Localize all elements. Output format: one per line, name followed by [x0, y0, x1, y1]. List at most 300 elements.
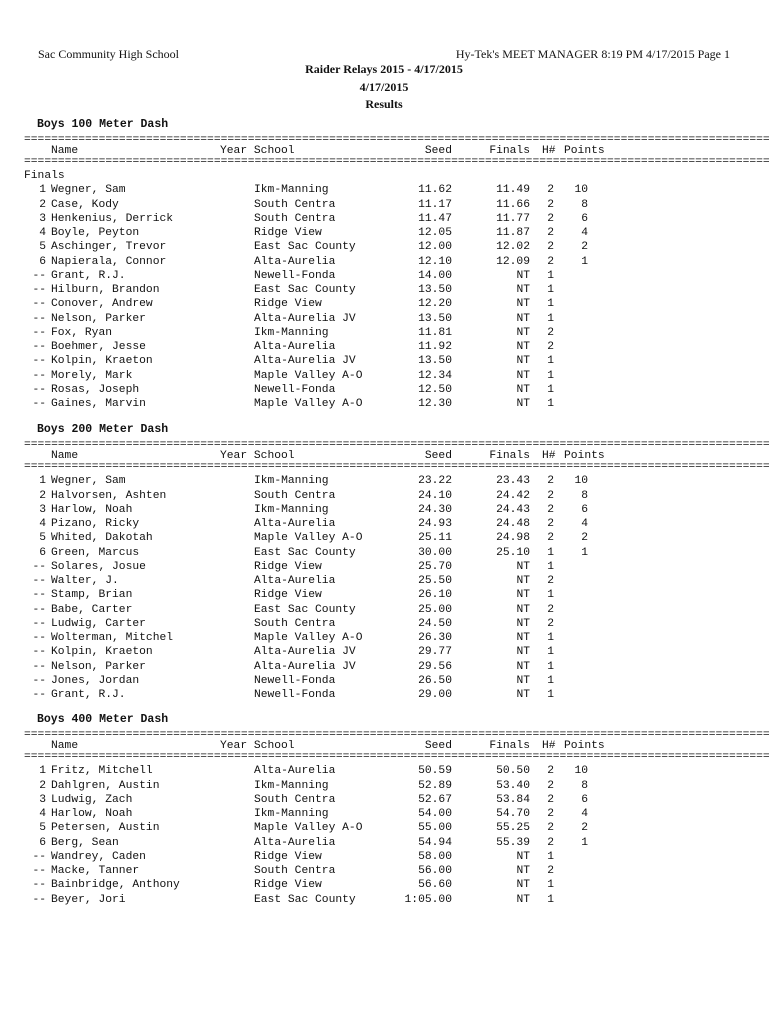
result-row — [24, 836, 624, 850]
result-row — [24, 354, 624, 368]
school: East Sac County — [254, 284, 356, 296]
place: -- — [32, 603, 46, 616]
school: Alta-Aurelia JV — [254, 355, 356, 368]
school: Ridge View — [254, 589, 322, 602]
place: -- — [32, 674, 46, 687]
heat-number: 2 — [547, 865, 554, 877]
place: -- — [32, 326, 46, 339]
school: Alta-Aurelia — [254, 341, 336, 353]
result-row — [24, 793, 624, 807]
place: -- — [32, 560, 46, 573]
result-row — [24, 517, 624, 531]
place: -- — [32, 689, 46, 701]
seed-time: 29.56 — [418, 660, 452, 673]
rule-line: ============================================================================================================== — [24, 729, 770, 741]
result-row — [24, 326, 624, 340]
seed-time: 24.93 — [418, 518, 452, 530]
points: 10 — [574, 475, 588, 488]
finals-time: 11.49 — [496, 184, 530, 197]
athlete-name: Conover, Andrew — [51, 298, 153, 311]
heat-number: 2 — [547, 326, 554, 339]
result-row — [24, 212, 624, 226]
column-points: Points — [564, 740, 605, 752]
school: Newell-Fonda — [254, 674, 336, 687]
athlete-name: Gaines, Marvin — [51, 398, 146, 410]
finals-time: NT — [516, 298, 530, 311]
finals-time: 55.25 — [496, 822, 530, 835]
athlete-name: Kolpin, Kraeton — [51, 646, 153, 659]
athlete-name: Wandrey, Caden — [51, 850, 146, 863]
place: 5 — [39, 532, 46, 545]
event-title: Boys 200 Meter Dash — [37, 423, 169, 436]
athlete-name: Rosas, Joseph — [51, 383, 140, 396]
heat-number: 2 — [547, 489, 554, 502]
seed-time: 56.60 — [418, 879, 452, 892]
result-row — [24, 603, 624, 617]
result-row — [24, 688, 624, 702]
school: Ridge View — [254, 227, 322, 239]
column-seed: Seed — [424, 740, 452, 752]
heat-number: 2 — [547, 836, 554, 849]
school: Newell-Fonda — [254, 383, 336, 396]
seed-time: 29.00 — [418, 689, 452, 701]
heat-number: 1 — [547, 383, 554, 396]
column-name: Name — [51, 740, 79, 752]
school: East Sac County — [254, 241, 356, 254]
result-row — [24, 198, 624, 212]
seed-time: 24.10 — [418, 489, 452, 502]
heat-number: 2 — [547, 532, 554, 545]
school: Maple Valley A-O — [254, 632, 363, 644]
school: Ikm-Manning — [254, 326, 329, 339]
seed-time: 29.77 — [418, 646, 452, 659]
place: 3 — [39, 793, 46, 806]
athlete-name: Macke, Tanner — [51, 865, 140, 877]
rule-line: ============================================================================================================== — [24, 751, 770, 763]
finals-time: 12.02 — [496, 241, 530, 254]
athlete-name: Hilburn, Brandon — [51, 284, 160, 296]
column-seed: Seed — [424, 145, 452, 157]
finals-time: NT — [516, 879, 530, 892]
finals-time: 24.48 — [496, 518, 530, 530]
seed-time: 50.59 — [418, 765, 452, 778]
school: Maple Valley A-O — [254, 398, 363, 410]
heat-number: 2 — [547, 198, 554, 211]
result-row — [24, 283, 624, 297]
seed-time: 1:05.00 — [404, 893, 452, 906]
school: South Centra — [254, 198, 336, 211]
heat-number: 1 — [547, 284, 554, 296]
finals-time: 11.66 — [496, 198, 530, 211]
athlete-name: Morely, Mark — [51, 369, 133, 382]
athlete-name: Pizano, Ricky — [51, 518, 140, 530]
software-stamp: Hy-Tek's MEET MANAGER 8:19 PM 4/17/2015 Page 1 — [455, 47, 730, 61]
place: -- — [32, 879, 46, 892]
heat-number: 1 — [547, 850, 554, 863]
finals-time: 24.42 — [496, 489, 530, 502]
finals-time: NT — [516, 341, 530, 353]
finals-time: NT — [516, 865, 530, 877]
place: -- — [32, 383, 46, 396]
athlete-name: Harlow, Noah — [51, 808, 133, 820]
athlete-name: Nelson, Parker — [51, 660, 146, 673]
athlete-name: Napierala, Connor — [51, 255, 167, 268]
finals-time: 11.87 — [496, 227, 530, 239]
result-row — [24, 546, 624, 560]
school: Alta-Aurelia — [254, 518, 336, 530]
points: 4 — [581, 227, 588, 239]
athlete-name: Harlow, Noah — [51, 503, 133, 516]
school: Maple Valley A-O — [254, 369, 363, 382]
seed-time: 13.50 — [418, 355, 452, 368]
seed-time: 54.00 — [418, 808, 452, 820]
seed-time: 11.62 — [418, 184, 452, 197]
seed-time: 54.94 — [418, 836, 452, 849]
column-points: Points — [564, 145, 605, 157]
finals-time: NT — [516, 575, 530, 587]
points: 10 — [574, 184, 588, 197]
finals-time: 54.70 — [496, 808, 530, 820]
heat-number: 1 — [547, 660, 554, 673]
school: Ikm-Manning — [254, 503, 329, 516]
heat-number: 2 — [547, 503, 554, 516]
place: -- — [32, 341, 46, 353]
place: 6 — [39, 255, 46, 268]
heat-number: 2 — [547, 765, 554, 778]
result-row — [24, 397, 624, 411]
school: East Sac County — [254, 603, 356, 616]
seed-time: 12.34 — [418, 369, 452, 382]
finals-time: 23.43 — [496, 475, 530, 488]
points: 8 — [581, 489, 588, 502]
school: Ridge View — [254, 298, 322, 311]
athlete-name: Walter, J. — [51, 575, 119, 587]
result-row — [24, 240, 624, 254]
column-finals: Finals — [489, 145, 530, 157]
athlete-name: Ludwig, Carter — [51, 617, 146, 630]
finals-time: NT — [516, 398, 530, 410]
result-row — [24, 779, 624, 793]
finals-time: NT — [516, 646, 530, 659]
place: 6 — [39, 836, 46, 849]
seed-time: 25.70 — [418, 560, 452, 573]
school: South Centra — [254, 489, 336, 502]
place: 1 — [39, 765, 46, 778]
seed-time: 24.50 — [418, 617, 452, 630]
place: 6 — [39, 546, 46, 559]
athlete-name: Grant, R.J. — [51, 269, 126, 282]
result-row — [24, 631, 624, 645]
heat-number: 1 — [547, 298, 554, 311]
event-title: Boys 100 Meter Dash — [37, 118, 169, 131]
athlete-name: Boehmer, Jesse — [51, 341, 146, 353]
result-row — [24, 864, 624, 878]
seed-time: 23.22 — [418, 475, 452, 488]
school: Alta-Aurelia — [254, 575, 336, 587]
school: East Sac County — [254, 546, 356, 559]
heat-number: 1 — [547, 689, 554, 701]
finals-time: NT — [516, 326, 530, 339]
athlete-name: Jones, Jordan — [51, 674, 140, 687]
results-heading: Results — [365, 97, 403, 111]
place: 5 — [39, 822, 46, 835]
result-row — [24, 588, 624, 602]
place: 2 — [39, 489, 46, 502]
column-year-school: Year School — [220, 145, 295, 157]
place: -- — [32, 632, 46, 644]
athlete-name: Halvorsen, Ashten — [51, 489, 167, 502]
finals-time: NT — [516, 603, 530, 616]
result-row — [24, 821, 624, 835]
seed-time: 12.50 — [418, 383, 452, 396]
school: Ridge View — [254, 560, 322, 573]
place: -- — [32, 660, 46, 673]
column-year-school: Year School — [220, 740, 295, 752]
heat-number: 2 — [547, 341, 554, 353]
school: Ikm-Manning — [254, 808, 329, 820]
points: 6 — [581, 503, 588, 516]
athlete-name: Fox, Ryan — [51, 326, 113, 339]
result-row — [24, 474, 624, 488]
points: 4 — [581, 518, 588, 530]
heat-number: 1 — [547, 546, 554, 559]
school: Alta-Aurelia JV — [254, 660, 356, 673]
place: -- — [32, 589, 46, 602]
heat-number: 2 — [547, 575, 554, 587]
result-row — [24, 297, 624, 311]
place: 2 — [39, 198, 46, 211]
school: Ikm-Manning — [254, 184, 329, 197]
seed-time: 13.50 — [418, 312, 452, 325]
athlete-name: Whited, Dakotah — [51, 532, 153, 545]
place: -- — [32, 865, 46, 877]
athlete-name: Fritz, Mitchell — [51, 765, 153, 778]
column-heat: H# — [542, 145, 556, 157]
column-points: Points — [564, 450, 605, 462]
seed-time: 14.00 — [418, 269, 452, 282]
school: East Sac County — [254, 893, 356, 906]
athlete-name: Wolterman, Mitchel — [51, 632, 174, 644]
finals-time: NT — [516, 850, 530, 863]
heat-number: 2 — [547, 603, 554, 616]
place: 4 — [39, 227, 46, 239]
seed-time: 11.92 — [418, 341, 452, 353]
place: -- — [32, 269, 46, 282]
seed-time: 26.30 — [418, 632, 452, 644]
athlete-name: Babe, Carter — [51, 603, 133, 616]
place: -- — [32, 369, 46, 382]
school: South Centra — [254, 793, 336, 806]
rule-line: ============================================================================================================== — [24, 439, 770, 451]
result-row — [24, 312, 624, 326]
place: -- — [32, 312, 46, 325]
points: 8 — [581, 198, 588, 211]
place: 3 — [39, 212, 46, 225]
heat-number: 2 — [547, 779, 554, 792]
result-row — [24, 645, 624, 659]
result-row — [24, 383, 624, 397]
seed-time: 12.30 — [418, 398, 452, 410]
heat-number: 1 — [547, 312, 554, 325]
seed-time: 25.11 — [418, 532, 452, 545]
result-row — [24, 617, 624, 631]
place: -- — [32, 298, 46, 311]
athlete-name: Case, Kody — [51, 198, 119, 211]
heat-number: 2 — [547, 227, 554, 239]
athlete-name: Green, Marcus — [51, 546, 140, 559]
result-row — [24, 878, 624, 892]
result-row — [24, 369, 624, 383]
school: Alta-Aurelia — [254, 765, 336, 778]
seed-time: 11.47 — [418, 212, 452, 225]
heat-number: 2 — [547, 793, 554, 806]
school: South Centra — [254, 212, 336, 225]
heat-number: 2 — [547, 255, 554, 268]
event-title: Boys 400 Meter Dash — [37, 713, 169, 726]
seed-time: 26.10 — [418, 589, 452, 602]
athlete-name: Stamp, Brian — [51, 589, 133, 602]
heat-number: 1 — [547, 632, 554, 644]
column-finals: Finals — [489, 450, 530, 462]
place: -- — [32, 355, 46, 368]
seed-time: 13.50 — [418, 284, 452, 296]
seed-time: 25.50 — [418, 575, 452, 587]
heat-number: 1 — [547, 589, 554, 602]
finals-time: NT — [516, 674, 530, 687]
seed-time: 52.89 — [418, 779, 452, 792]
seed-time: 56.00 — [418, 865, 452, 877]
column-name: Name — [51, 450, 79, 462]
heat-number: 1 — [547, 674, 554, 687]
result-row — [24, 226, 624, 240]
heat-number: 1 — [547, 560, 554, 573]
finals-time: NT — [516, 893, 530, 906]
finals-time: NT — [516, 369, 530, 382]
finals-time: NT — [516, 312, 530, 325]
points: 6 — [581, 793, 588, 806]
finals-time: 24.43 — [496, 503, 530, 516]
seed-time: 24.30 — [418, 503, 452, 516]
athlete-name: Berg, Sean — [51, 836, 119, 849]
finals-time: 24.98 — [496, 532, 530, 545]
seed-time: 11.17 — [418, 198, 452, 211]
result-row — [24, 674, 624, 688]
points: 1 — [581, 546, 588, 559]
place: -- — [32, 398, 46, 410]
result-row — [24, 807, 624, 821]
heat-number: 1 — [547, 879, 554, 892]
seed-time: 12.05 — [418, 227, 452, 239]
place: 1 — [39, 475, 46, 488]
column-year-school: Year School — [220, 450, 295, 462]
heat-number: 2 — [547, 617, 554, 630]
heat-number: 2 — [547, 475, 554, 488]
school: Ridge View — [254, 879, 322, 892]
points: 1 — [581, 255, 588, 268]
rule-line: ============================================================================================================== — [24, 461, 770, 473]
place: 5 — [39, 241, 46, 254]
result-row — [24, 183, 624, 197]
seed-time: 30.00 — [418, 546, 452, 559]
points: 1 — [581, 836, 588, 849]
heat-number: 2 — [547, 822, 554, 835]
points: 8 — [581, 779, 588, 792]
school-name: Sac Community High School — [38, 47, 179, 61]
seed-time: 11.81 — [418, 326, 452, 339]
column-finals: Finals — [489, 740, 530, 752]
result-row — [24, 340, 624, 354]
seed-time: 12.20 — [418, 298, 452, 311]
athlete-name: Ludwig, Zach — [51, 793, 133, 806]
result-row — [24, 850, 624, 864]
column-seed: Seed — [424, 450, 452, 462]
result-row — [24, 269, 624, 283]
place: -- — [32, 893, 46, 906]
heat-number: 2 — [547, 184, 554, 197]
place: -- — [32, 646, 46, 659]
school: Alta-Aurelia JV — [254, 646, 356, 659]
place: 4 — [39, 808, 46, 820]
school: Alta-Aurelia JV — [254, 312, 356, 325]
result-row — [24, 893, 624, 907]
column-heat: H# — [542, 450, 556, 462]
heat-number: 2 — [547, 212, 554, 225]
place: -- — [32, 617, 46, 630]
column-name: Name — [51, 145, 79, 157]
points: 10 — [574, 765, 588, 778]
school: South Centra — [254, 865, 336, 877]
heat-number: 2 — [547, 241, 554, 254]
place: 1 — [39, 184, 46, 197]
heat-number: 1 — [547, 893, 554, 906]
athlete-name: Dahlgren, Austin — [51, 779, 160, 792]
finals-time: 50.50 — [496, 765, 530, 778]
heat-number: 2 — [547, 518, 554, 530]
seed-time: 52.67 — [418, 793, 452, 806]
result-row — [24, 255, 624, 269]
school: Ridge View — [254, 850, 322, 863]
school: Ikm-Manning — [254, 475, 329, 488]
athlete-name: Nelson, Parker — [51, 312, 146, 325]
athlete-name: Solares, Josue — [51, 560, 146, 573]
column-heat: H# — [542, 740, 556, 752]
athlete-name: Boyle, Peyton — [51, 227, 140, 239]
rule-line: ============================================================================================================== — [24, 134, 770, 146]
school: Maple Valley A-O — [254, 822, 363, 835]
seed-time: 55.00 — [418, 822, 452, 835]
points: 6 — [581, 212, 588, 225]
finals-time: NT — [516, 589, 530, 602]
athlete-name: Beyer, Jori — [51, 893, 126, 906]
school: Alta-Aurelia — [254, 255, 336, 268]
athlete-name: Wegner, Sam — [51, 184, 126, 197]
school: Maple Valley A-O — [254, 532, 363, 545]
seed-time: 58.00 — [418, 850, 452, 863]
finals-time: NT — [516, 284, 530, 296]
seed-time: 12.00 — [418, 241, 452, 254]
finals-time: 53.84 — [496, 793, 530, 806]
athlete-name: Bainbridge, Anthony — [51, 879, 180, 892]
rule-line: ============================================================================================================== — [24, 156, 770, 168]
finals-time: 11.77 — [496, 212, 530, 225]
finals-time: NT — [516, 689, 530, 701]
heat-number: 1 — [547, 646, 554, 659]
result-row — [24, 531, 624, 545]
finals-time: 53.40 — [496, 779, 530, 792]
heat-number: 1 — [547, 369, 554, 382]
seed-time: 26.50 — [418, 674, 452, 687]
result-row — [24, 560, 624, 574]
